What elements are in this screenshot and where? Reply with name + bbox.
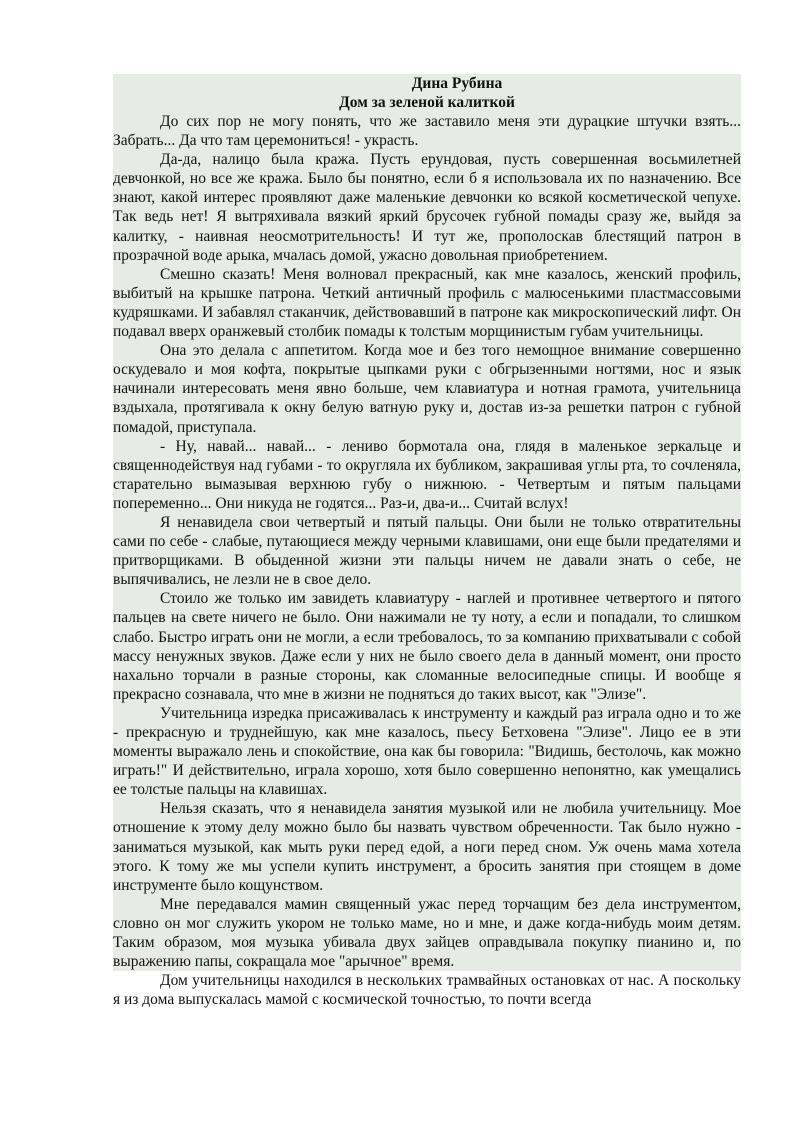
paragraph: Нельзя сказать, что я ненавидела занятия музыкой или не любила учительницу. Мое отношение к этому делу можно было бы назвать чувством обреченности. Так было нужно - заниматься музыкой, как мыть руки перед едой, а ноги перед сном. Уж очень мама хотела этого. К тому же мы успели купить инструмент, а бросить занятия при стоящем в доме инструменте было кощунством. xyxy=(113,800,741,894)
document-body xyxy=(113,112,741,1009)
paragraph: Я ненавидела свои четвертый и пятый пальцы. Они были не только отвратительны сами по себе - слабые, путающиеся между черными клавишами, они еще были предателями и притворщиками. В обыденной жизни эти пальцы ничем не давали знать о себе, не выпячивались, не лезли не в свое дело. xyxy=(113,513,741,589)
document-header xyxy=(113,74,741,112)
paragraph: Она это делала с аппетитом. Когда мое и без того немощное внимание совершенно оскудевало и моя кофта, покрытые цыпками руки с обгрызенными ногтями, нос и язык начинали интересовать меня явно больше, чем клавиатура и нотная грамота, учительница вздыхала, протягивала к окну белую ватную руку и, достав из-за решетки патрон с губной помадой, приступала. xyxy=(113,342,741,436)
paragraph: Да-да, налицо была кража. Пусть ерундовая, пусть совершенная восьмилетней девчонкой, но все же кража. Было бы понятно, если б я использовала их по назначению. Все знают, какой интерес проявляют даже маленькие девчонки ко всякой косметической чепухе. Так ведь нет! Я вытряхивала вязкий яркий брусочек губной помады сразу же, выйдя за калитку, - наивная неосмотрительность! И тут же, прополоскав блестящий патрон в прозрачной воде арыка, мчалась домой, ужасно довольная приобретением. xyxy=(113,151,741,264)
document-title: Дом за зеленой калиткой xyxy=(339,94,515,111)
paragraph: До сих пор не могу понять, что же заставило меня эти дурацкие штучки взять... Забрать... Да что там церемониться! - украсть. xyxy=(113,113,741,150)
document-page xyxy=(113,74,741,1009)
paragraph: Мне передавался мамин священный ужас перед торчащим без дела инструментом, словно он мог служить укором не только маме, но и мне, и даже когда-нибудь моим детям. Таким образом, моя музыка убивала двух зайцев оправдывала покупку пианино и, по выражению папы, сокращала мое "арычное" время. xyxy=(113,895,741,971)
paragraph: Учительница изредка присаживалась к инструменту и каждый раз играла одно и то же - прекрасную и труднейшую, как мне казалось, пьесу Бетховена "Элизе". Лицо ее в эти моменты выражало лень и спокойствие, она как бы говорила: "Видишь, бестолочь, как можно играть!" И действительно, играла хорошо, хотя было совершенно непонятно, как умещались ее толстые пальцы на клавишах. xyxy=(113,704,741,799)
paragraph: Дом учительницы находился в нескольких трамвайных остановках от нас. А поскольку я из дома выпускалась мамой с космической точностью, то почти всегда xyxy=(113,972,741,1009)
author-name: Дина Рубина xyxy=(411,75,503,92)
paragraph: Стоило же только им завидеть клавиатуру - наглей и противнее четвертого и пятого пальцев на свете ничего не было. Они нажимали не ту ноту, а если и попадали, то слишком слабо. Быстро играть они не могли, а если требовалось, то за компанию прихватывали с собой массу ненужных звуков. Даже если у них не было своего дела в данный момент, они просто нахально торчали в разные стороны, как сломанные велосипедные спицы. И вообще я прекрасно сознавала, что мне в жизни не подняться до таких высот, как "Элизе". xyxy=(113,590,741,703)
paragraph: - Ну, навай... навай... - лениво бормотала она, глядя в маленькое зеркальце и священнодействуя над губами - то округляла их бубликом, закрашивая углы рта, то сочленяла, старательно вымазывая верхнюю губу о нижнюю. - Четвертым и пятым пальцами попеременно... Они никуда не годятся... Раз-и, два-и... Считай вслух! xyxy=(113,437,741,512)
paragraph: Смешно сказать! Меня волновал прекрасный, как мне казалось, женский профиль, выбитый на крышке патрона. Четкий античный профиль с малюсенькими пластмассовыми кудряшками. И забавлял стаканчик, действовавший в патроне как микроскопический лифт. Он подавал вверх оранжевый столбик помады к толстым морщинистым губам учительницы. xyxy=(113,265,741,341)
